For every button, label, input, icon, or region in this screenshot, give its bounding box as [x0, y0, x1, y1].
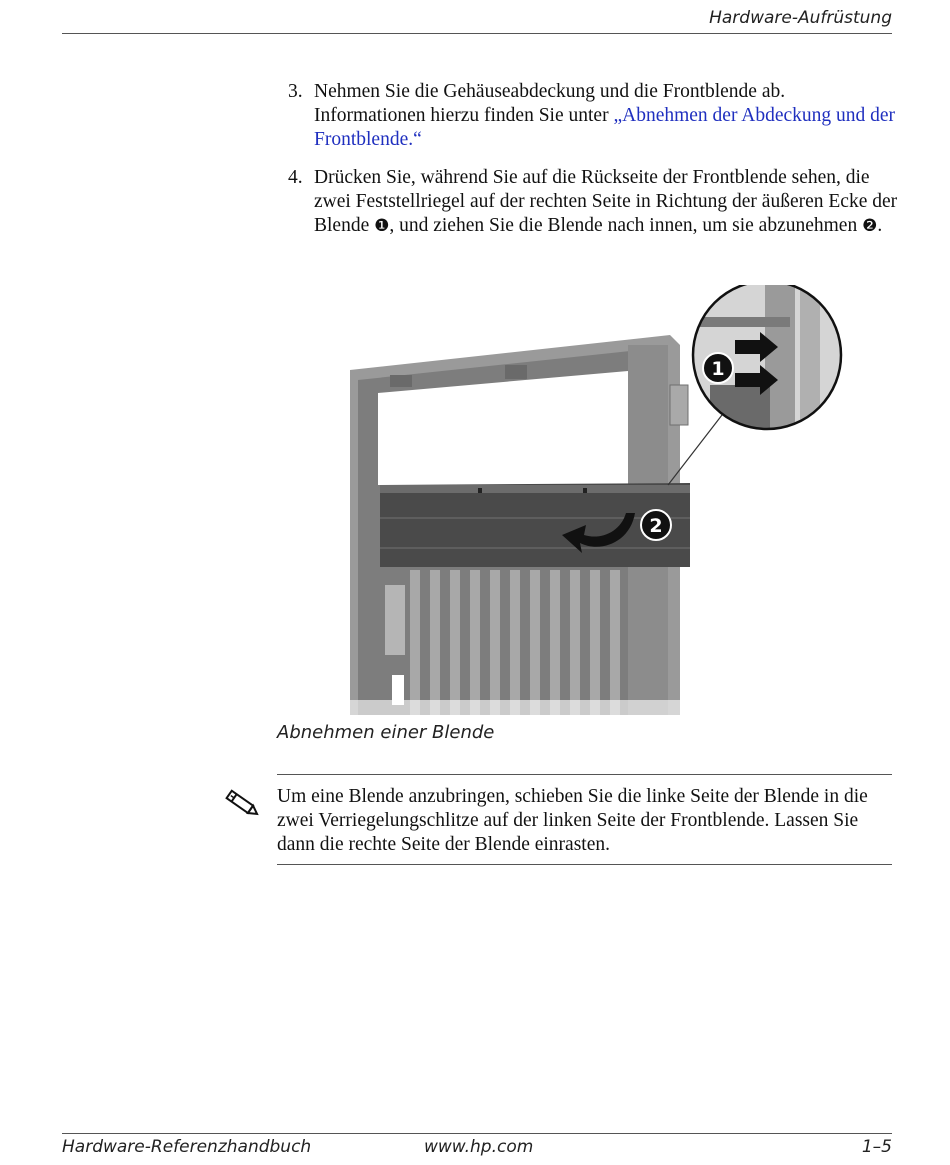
step-body: . [877, 215, 883, 236]
step-text [314, 166, 898, 238]
callout-1 [703, 353, 733, 383]
step-body: , und ziehen Sie die Blende nach innen, um sie abzunehmen [389, 215, 863, 236]
step-number: 4. [288, 167, 303, 188]
step-body: Drücken Sie, während Sie auf die Rückseite der Frontblende sehen, die zwei Feststellriegel auf der rechten Seite in Richtung der äußeren Ecke der Blende [314, 167, 898, 236]
footer-page-number: 1–5 [861, 1137, 892, 1157]
header-rule [62, 33, 892, 34]
cross-reference-link[interactable]: „Abnehmen der Abdeckung und der Frontblende.“ [314, 105, 896, 150]
step-item [288, 80, 898, 152]
note-text: Um eine Blende anzubringen, schieben Sie die linke Seite der Blende in die zwei Verriegelungschlitze auf der linken Seite der Frontblende. Lassen Sie dann die rechte Seite der Blende einrasten. [277, 786, 868, 855]
note-bottom-rule [277, 864, 892, 865]
callout-label-2: 2 [649, 515, 663, 537]
step-list [288, 80, 898, 252]
step-number: 3. [288, 81, 303, 102]
step-item [288, 166, 898, 238]
callout-label-1: 1 [711, 358, 725, 380]
footer-rule [62, 1133, 892, 1134]
figure-caption: Abnehmen einer Blende [277, 722, 495, 743]
header-title: Hardware-Aufrüstung [709, 8, 892, 28]
footer-manual-title: Hardware-Referenzhandbuch [62, 1137, 312, 1157]
step-body: Nehmen Sie die Gehäuseabdeckung und die Frontblende ab. Informationen hierzu finden Sie unter [314, 81, 786, 126]
callout-2 [641, 510, 671, 540]
pencil-icon [222, 786, 262, 822]
callout-marker-2: ❷ [862, 216, 878, 236]
step-text [314, 80, 898, 152]
callout-marker-1: ❶ [374, 216, 390, 236]
bezel-removal-illustration [330, 285, 850, 715]
note-top-rule [277, 774, 892, 775]
footer-website[interactable]: www.hp.com [424, 1137, 534, 1157]
